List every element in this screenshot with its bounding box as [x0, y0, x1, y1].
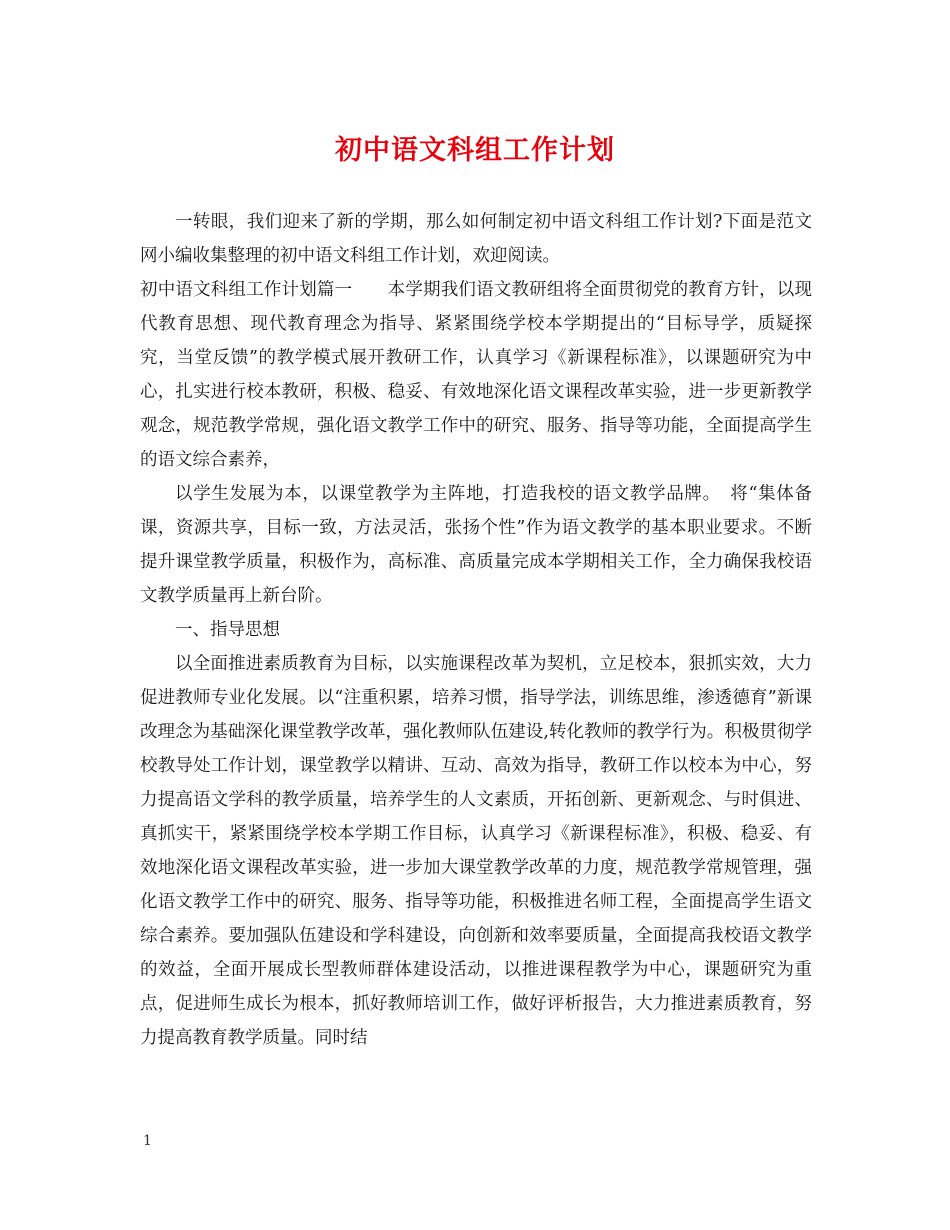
- plan-one-paragraph: 初中语文科组工作计划篇一 本学期我们语文教研组将全面贯彻党的教育方针，以现代教育思想、现代教育理念为指导、紧紧围绕学校本学期提出的“目标导学，质疑探究，当堂反馈”的教学模式展开教研工作，认真学习《新课程标准》，以课题研究为中心，扎实进行校本教研，积极、稳妥、有效地深化语文课程改革实验，进一步更新教学观念，规范教学常规，强化语文教学工作中的研究、服务、指导等功能，全面提高学生的语文综合素养，: [140, 280, 812, 470]
- document-body: [140, 205, 812, 1055]
- guiding-ideology-paragraph: 以全面推进素质教育为目标，以实施课程改革为契机，立足校本，狠抓实效，大力促进教师专业化发展。以“注重积累，培养习惯，指导学法，训练思维，渗透德育”新课改理念为基础深化课堂教学改革，强化教师队伍建设,转化教师的教学行为。积极贯彻学校教导处工作计划，课堂教学以精讲、互动、高效为指导，教研工作以校本为中心，努力提高语文学科的教学质量，培养学生的人文素质，开拓创新、更新观念、与时俱进、真抓实干，紧紧围绕学校本学期工作目标，认真学习《新课程标准》，积极、稳妥、有效地深化语文课程改革实验，进一步加大课堂教学改革的力度，规范教学常规管理，强化语文教学工作中的研究、服务、指导等功能，积极推进名师工程，全面提高学生语文综合素养。要加强队伍建设和学科建设，向创新和效率要质量，全面提高我校语文教学的效益，全面开展成长型教师群体建设活动，以推进课程教学为中心，课题研究为重点，促进师生成长为根本，抓好教师培训工作，做好评析报告，大力推进素质教育，努力提高教育教学质量。同时结: [140, 654, 812, 1048]
- teaching-brand-paragraph: 以学生发展为本，以课堂教学为主阵地，打造我校的语文教学品牌。 将“集体备课，资源共享，目标一致，方法灵活，张扬个性”作为语文教学的基本职业要求。不断提升课堂教学质量，积极作为，高标准、高质量完成本学期相关工作，全力确保我校语文教学质量再上新台阶。: [140, 484, 812, 606]
- page-number: 1: [143, 1133, 152, 1149]
- section-heading: 一、指导思想: [175, 620, 280, 640]
- intro-paragraph: 一转眼，我们迎来了新的学期，那么如何制定初中语文科组工作计划?下面是范文网小编收集整理的初中语文科组工作计划，欢迎阅读。: [140, 212, 812, 266]
- document-title: 初中语文科组工作计划: [335, 135, 615, 166]
